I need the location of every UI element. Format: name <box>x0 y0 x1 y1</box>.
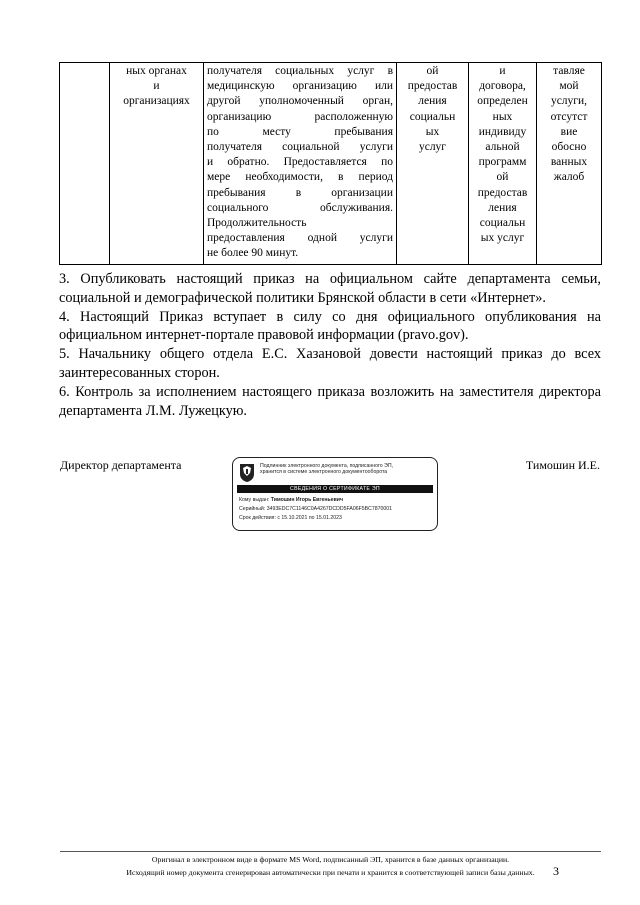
stamp-certificate-title: СВЕДЕНИЯ О СЕРТИФИКАТЕ ЭП <box>237 485 433 493</box>
paragraph-effective: 4. Настоящий Приказ вступает в силу со дня официального опубликования на официальном интернет-портале правовой информации (pravo.gov). <box>59 308 601 344</box>
footer-number-note: Исходящий номер документа сгенерирован автоматически при печати и хранится в соответствующей записи базы данных. <box>126 868 535 877</box>
services-table <box>59 62 602 265</box>
stamp-header: Подлинник электронного документа, подписанного ЭП, хранится в системе электронного документооборота <box>260 463 394 476</box>
stamp-issued-to: Кому выдан: Тимошин Игорь Евгеньевич <box>239 497 343 503</box>
table-cell-number <box>60 63 110 265</box>
table-cell-recipient: ных органах и организациях <box>110 63 204 265</box>
table-row <box>60 63 602 265</box>
paragraph-control: 6. Контроль за исполнением настоящего приказа возложить на заместителя директора департамента Л.М. Лужецкую. <box>59 383 601 419</box>
paragraph-notify: 5. Начальнику общего отдела Е.С. Хазановой довести настоящий приказ до всех заинтересованных сторон. <box>59 346 601 381</box>
signatory-name: Тимошин И.Е. <box>525 458 600 472</box>
coat-of-arms-icon <box>239 463 255 483</box>
e-signature-stamp <box>232 457 438 531</box>
stamp-certificate-details <box>239 496 435 523</box>
table-cell-description: получателя социальных услуг в медицинскую организацию или другой уполномоченный орган, организацию расположенную по месту пребывания получателя социальной услуги и обратно. Предоставляется по мере необходимости, в период пребывания в организации социального обслуживания. Продолжительность предоставления одной услуги не более 90 минут. <box>204 63 397 265</box>
signatory-position: Директор департамента <box>60 458 182 472</box>
footer-original-note: Оригинал в электронном виде в формате MS Word, подписанный ЭП, хранится в базе данных организации. <box>151 855 510 864</box>
table-cell-basis: и договора, определен ных индивиду альной программ ой предостав ления социальн ых услуг <box>469 63 537 265</box>
table-cell-timing: ой предостав ления социальн ых услуг <box>397 63 469 265</box>
footer-divider <box>60 851 601 852</box>
paragraph-publish: 3. Опубликовать настоящий приказ на официальном сайте департамента семьи, социальной и демографической политики Брянской области в сети «Интернет». <box>59 271 601 306</box>
page-number: 3 <box>553 864 559 878</box>
table-cell-quality: тавляе мой услуги, отсутст вие обосно ванных жалоб <box>537 63 602 265</box>
stamp-serial: Серийный: 3493EDC7C1146C0A4267DCDD5FA06F5BC7870001 <box>239 506 393 512</box>
stamp-validity: Срок действия: с 15.10.2021 по 15.01.2023 <box>239 515 342 521</box>
order-paragraphs <box>59 270 601 420</box>
